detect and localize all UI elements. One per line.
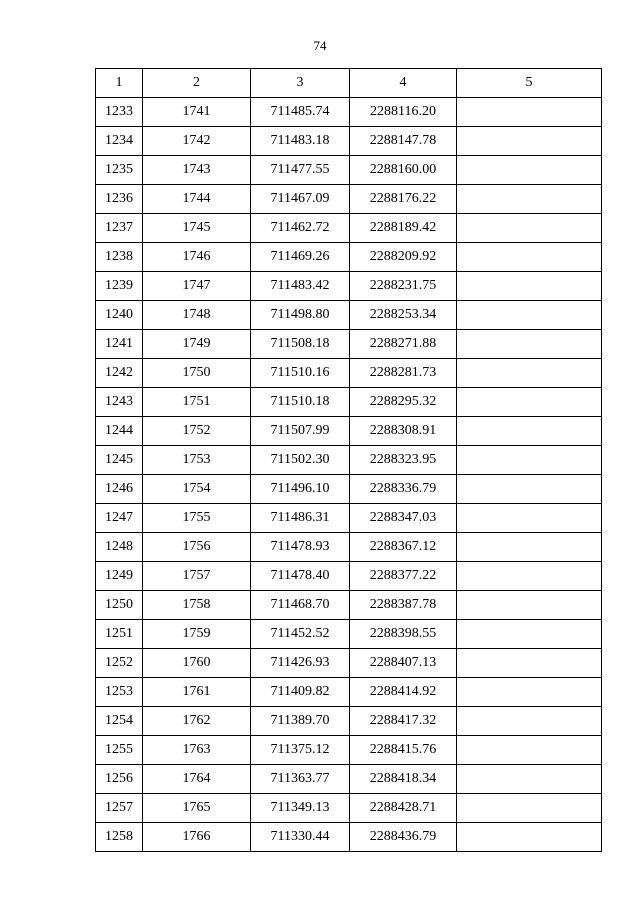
table-row: [96, 736, 602, 765]
table-cell-col-1: 1244: [96, 417, 143, 446]
table-cell-col-4: 2288336.79: [350, 475, 457, 504]
table-cell-col-5: [457, 475, 602, 504]
table-cell-col-4: 2288415.76: [350, 736, 457, 765]
table-cell-col-1: 1237: [96, 214, 143, 243]
table-cell-col-1: 1243: [96, 388, 143, 417]
table-row: [96, 649, 602, 678]
table-cell-col-3: 711502.30: [251, 446, 350, 475]
table-row: [96, 272, 602, 301]
table-row: [96, 98, 602, 127]
table-cell-col-1: 1252: [96, 649, 143, 678]
table-cell-col-4: 2288347.03: [350, 504, 457, 533]
table-row: [96, 359, 602, 388]
table-cell-col-4: 2288323.95: [350, 446, 457, 475]
table-cell-col-4: 2288176.22: [350, 185, 457, 214]
table-cell-col-5: [457, 98, 602, 127]
table-cell-col-5: [457, 591, 602, 620]
table-cell-col-3: 711508.18: [251, 330, 350, 359]
table-row: [96, 156, 602, 185]
table-cell-col-5: [457, 649, 602, 678]
table-cell-col-2: 1748: [143, 301, 251, 330]
table-cell-col-4: 2288436.79: [350, 823, 457, 852]
table-cell-col-5: [457, 823, 602, 852]
page-number: 74: [313, 38, 327, 53]
table-cell-col-1: 1236: [96, 185, 143, 214]
table-cell-col-3: 711389.70: [251, 707, 350, 736]
table-cell-col-4: 2288160.00: [350, 156, 457, 185]
table-cell-col-2: 1756: [143, 533, 251, 562]
table-cell-col-1: 1250: [96, 591, 143, 620]
table-cell-col-2: 1759: [143, 620, 251, 649]
header-cell-1: 1: [96, 69, 143, 98]
table-cell-col-1: 1251: [96, 620, 143, 649]
table-cell-col-5: [457, 301, 602, 330]
table-cell-col-5: [457, 243, 602, 272]
table-cell-col-3: 711477.55: [251, 156, 350, 185]
table-cell-col-4: 2288271.88: [350, 330, 457, 359]
table-cell-col-5: [457, 272, 602, 301]
table-cell-col-4: 2288377.22: [350, 562, 457, 591]
table-row: [96, 562, 602, 591]
table-cell-col-2: 1753: [143, 446, 251, 475]
table-cell-col-1: 1240: [96, 301, 143, 330]
table-cell-col-2: 1744: [143, 185, 251, 214]
table-cell-col-2: 1758: [143, 591, 251, 620]
table-cell-col-4: 2288116.20: [350, 98, 457, 127]
table-row: [96, 388, 602, 417]
table-cell-col-4: 2288308.91: [350, 417, 457, 446]
table-cell-col-3: 711452.52: [251, 620, 350, 649]
table-row: [96, 301, 602, 330]
table-cell-col-5: [457, 330, 602, 359]
table-row: [96, 620, 602, 649]
table-cell-col-3: 711483.42: [251, 272, 350, 301]
table-cell-col-5: [457, 156, 602, 185]
table-cell-col-3: 711469.26: [251, 243, 350, 272]
table-cell-col-2: 1754: [143, 475, 251, 504]
table-row: [96, 591, 602, 620]
table-cell-col-5: [457, 446, 602, 475]
table-cell-col-2: 1755: [143, 504, 251, 533]
table-cell-col-1: 1257: [96, 794, 143, 823]
table-cell-col-1: 1242: [96, 359, 143, 388]
table-cell-col-2: 1765: [143, 794, 251, 823]
table-cell-col-3: 711485.74: [251, 98, 350, 127]
table-cell-col-1: 1233: [96, 98, 143, 127]
table-cell-col-4: 2288189.42: [350, 214, 457, 243]
table-cell-col-2: 1745: [143, 214, 251, 243]
table-cell-col-5: [457, 678, 602, 707]
table-row: [96, 417, 602, 446]
table-cell-col-1: 1253: [96, 678, 143, 707]
table-cell-col-4: 2288281.73: [350, 359, 457, 388]
table-row: [96, 678, 602, 707]
table-cell-col-5: [457, 214, 602, 243]
table-row: [96, 475, 602, 504]
header-row: [96, 69, 602, 98]
table-row: [96, 794, 602, 823]
header-cell-2: 2: [143, 69, 251, 98]
table-row: [96, 243, 602, 272]
table-cell-col-2: 1741: [143, 98, 251, 127]
table-row: [96, 185, 602, 214]
table-cell-col-1: 1254: [96, 707, 143, 736]
table-cell-col-5: [457, 620, 602, 649]
table-cell-col-2: 1762: [143, 707, 251, 736]
table-row: [96, 707, 602, 736]
table-cell-col-2: 1757: [143, 562, 251, 591]
table-cell-col-4: 2288295.32: [350, 388, 457, 417]
table-cell-col-5: [457, 765, 602, 794]
table-row: [96, 765, 602, 794]
table-cell-col-1: 1258: [96, 823, 143, 852]
table-cell-col-1: 1241: [96, 330, 143, 359]
header-cell-4: 4: [350, 69, 457, 98]
table-cell-col-3: 711375.12: [251, 736, 350, 765]
table-cell-col-3: 711498.80: [251, 301, 350, 330]
table-cell-col-2: 1750: [143, 359, 251, 388]
table-cell-col-3: 711462.72: [251, 214, 350, 243]
table-cell-col-4: 2288418.34: [350, 765, 457, 794]
table-cell-col-2: 1751: [143, 388, 251, 417]
table-cell-col-3: 711496.10: [251, 475, 350, 504]
table-cell-col-3: 711363.77: [251, 765, 350, 794]
table-cell-col-5: [457, 794, 602, 823]
table-cell-col-5: [457, 504, 602, 533]
table-cell-col-3: 711507.99: [251, 417, 350, 446]
table-cell-col-1: 1235: [96, 156, 143, 185]
table-cell-col-3: 711510.18: [251, 388, 350, 417]
table-cell-col-5: [457, 707, 602, 736]
table-cell-col-2: 1760: [143, 649, 251, 678]
table-cell-col-4: 2288428.71: [350, 794, 457, 823]
table-row: [96, 214, 602, 243]
table-cell-col-2: 1761: [143, 678, 251, 707]
table-cell-col-5: [457, 562, 602, 591]
table-cell-col-1: 1256: [96, 765, 143, 794]
table-cell-col-5: [457, 127, 602, 156]
table-cell-col-1: 1248: [96, 533, 143, 562]
table-row: [96, 127, 602, 156]
table-cell-col-2: 1766: [143, 823, 251, 852]
table-cell-col-3: 711409.82: [251, 678, 350, 707]
table-cell-col-1: 1247: [96, 504, 143, 533]
table-cell-col-5: [457, 533, 602, 562]
table-cell-col-2: 1752: [143, 417, 251, 446]
table-cell-col-2: 1764: [143, 765, 251, 794]
table-cell-col-2: 1746: [143, 243, 251, 272]
table-cell-col-3: 711426.93: [251, 649, 350, 678]
table-cell-col-4: 2288398.55: [350, 620, 457, 649]
table-cell-col-1: 1239: [96, 272, 143, 301]
table-cell-col-1: 1245: [96, 446, 143, 475]
table-cell-col-1: 1234: [96, 127, 143, 156]
table-cell-col-1: 1246: [96, 475, 143, 504]
header-cell-3: 3: [251, 69, 350, 98]
table-cell-col-2: 1747: [143, 272, 251, 301]
table-body: [96, 98, 602, 852]
table-cell-col-4: 2288147.78: [350, 127, 457, 156]
table-cell-col-4: 2288417.32: [350, 707, 457, 736]
table-cell-col-4: 2288414.92: [350, 678, 457, 707]
table-cell-col-5: [457, 185, 602, 214]
table-cell-col-1: 1238: [96, 243, 143, 272]
table-cell-col-3: 711483.18: [251, 127, 350, 156]
table-header: [96, 69, 602, 98]
table-cell-col-5: [457, 359, 602, 388]
table-cell-col-1: 1249: [96, 562, 143, 591]
table-cell-col-2: 1763: [143, 736, 251, 765]
table-cell-col-5: [457, 417, 602, 446]
table-cell-col-3: 711330.44: [251, 823, 350, 852]
table-cell-col-4: 2288209.92: [350, 243, 457, 272]
table-cell-col-2: 1749: [143, 330, 251, 359]
table-cell-col-4: 2288387.78: [350, 591, 457, 620]
table-row: [96, 533, 602, 562]
header-cell-5: 5: [457, 69, 602, 98]
table-cell-col-3: 711478.93: [251, 533, 350, 562]
table-row: [96, 823, 602, 852]
table-cell-col-2: 1742: [143, 127, 251, 156]
table-cell-col-1: 1255: [96, 736, 143, 765]
table-cell-col-4: 2288367.12: [350, 533, 457, 562]
table-cell-col-3: 711468.70: [251, 591, 350, 620]
table-cell-col-4: 2288231.75: [350, 272, 457, 301]
table-cell-col-3: 711486.31: [251, 504, 350, 533]
table-cell-col-3: 711510.16: [251, 359, 350, 388]
table-cell-col-3: 711478.40: [251, 562, 350, 591]
table-row: [96, 330, 602, 359]
table-row: [96, 446, 602, 475]
table-cell-col-3: 711467.09: [251, 185, 350, 214]
table-row: [96, 504, 602, 533]
coordinates-table: [95, 68, 602, 852]
table-cell-col-3: 711349.13: [251, 794, 350, 823]
table-cell-col-5: [457, 736, 602, 765]
table-cell-col-4: 2288407.13: [350, 649, 457, 678]
table-cell-col-4: 2288253.34: [350, 301, 457, 330]
table-cell-col-2: 1743: [143, 156, 251, 185]
table-cell-col-5: [457, 388, 602, 417]
